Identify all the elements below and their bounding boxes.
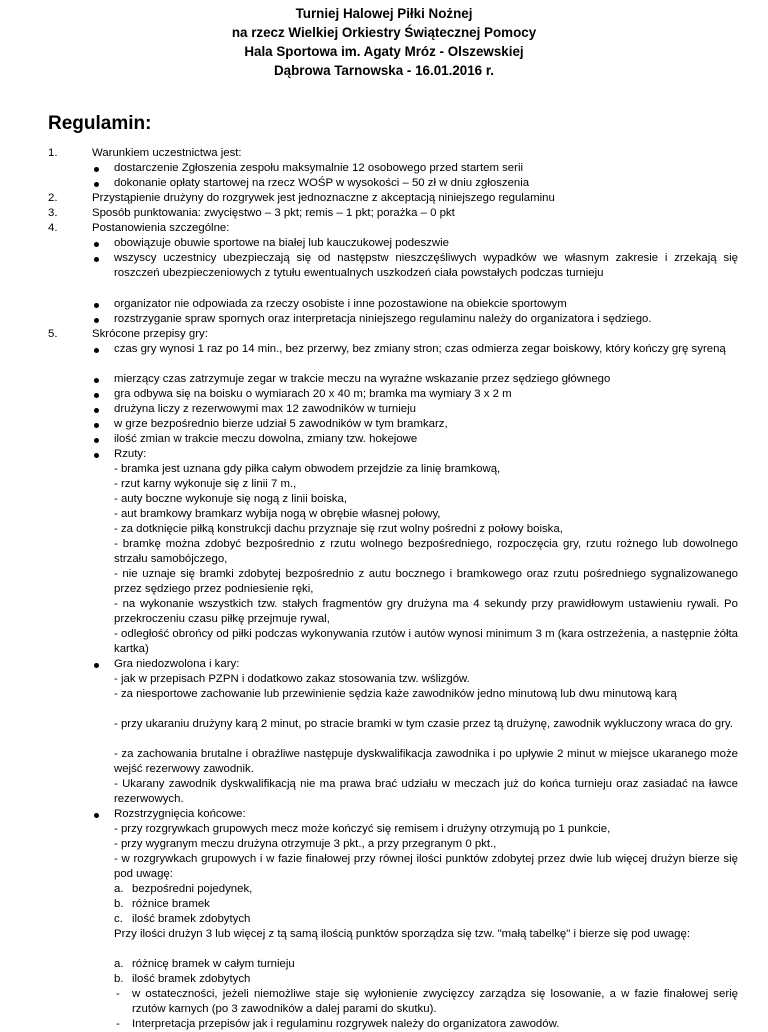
bullet-dot [94, 438, 99, 443]
small-table-b-label: b. [114, 973, 124, 985]
bullet-dot [94, 813, 99, 818]
section-5-item-3: gra odbywa się na boisku o wymiarach 20 x 40 m; bramka ma wymiary 3 x 2 m [114, 388, 512, 400]
section-5-number: 5. [48, 328, 58, 340]
throws-rule-4: - aut bramkowy bramkarz wybija nogą w obrębie własnej połowy, [114, 508, 441, 520]
section-4-item-3: organizator nie odpowiada za rzeczy osobiste i inne pozostawione na obiekcie sportowym [114, 298, 567, 310]
document-header [0, 4, 768, 80]
section-2-number: 2. [48, 192, 58, 204]
section-5-item-4: drużyna liczy z rezerwowymi max 12 zawodników w turnieju [114, 403, 416, 415]
throws-rule-1: - bramka jest uznana gdy piłka całym obwodem przejdzie za linię bramkową, [114, 463, 501, 475]
section-1-heading: Warunkiem uczestnictwa jest: [92, 147, 242, 159]
bullet-dot [94, 378, 99, 383]
bullet-dot [94, 242, 99, 247]
tiebreak-c: ilość bramek zdobytych [132, 913, 251, 925]
section-4-number: 4. [48, 222, 58, 234]
tiebreak-a: bezpośredni pojedynek, [132, 883, 253, 895]
throws-heading: Rzuty: [114, 448, 147, 460]
bullet-dot [94, 303, 99, 308]
bullet-dot [94, 453, 99, 458]
throws-rule-8: - na wykonanie wszystkich tzw. stałych fragmentów gry drużyna ma 4 sekundy przy prawidłowym ustawieniu rywali. Po przekroczeniu czasu piłkę przejmuje rywal, [114, 598, 738, 626]
fouls-rule-3: - przy ukaraniu drużyny karą 2 minut, po stracie bramki w tym czasie przez tą drużynę, zawodnik wykluczony wraca do gry. [114, 718, 733, 730]
fouls-rule-5: - Ukarany zawodnik dyskwalifikacją nie ma prawa brać udziału w meczach już do końca turnieju oraz zasiadać na ławce rezerwowych. [114, 778, 738, 806]
bullet-dot [94, 167, 99, 172]
section-4-item-1: obowiązuje obuwie sportowe na białej lub kauczukowej podeszwie [114, 237, 449, 249]
final-rule-lottery: w ostateczności, jeżeli niemożliwe staje się wyłonienie zwycięzcy zarządza się losowanie, a w fazie finałowej serię rzutów karnych (po 3 zawodników a dalej parami do skutku). [132, 988, 738, 1016]
throws-rule-3: - auty boczne wykonuje się nogą z linii boiska, [114, 493, 348, 505]
small-table-b: ilość bramek zdobytych [132, 973, 251, 985]
results-rule-2: - przy wygranym meczu drużyna otrzymuje 3 pkt., a przy przegranym 0 pkt., [114, 838, 497, 850]
bullet-dot [94, 663, 99, 668]
bullet-dot [94, 348, 99, 353]
section-3-number: 3. [48, 207, 58, 219]
section-5-heading: Skrócone przepisy gry: [92, 328, 208, 340]
tiebreak-a-label: a. [114, 883, 124, 895]
fouls-rule-4: - za zachowania brutalne i obraźliwe następuje dyskwalifikacja zawodnika i po upływie 2 minut w miejsce ukaranego może wejść rezerwowy zawodnik. [114, 748, 738, 776]
bullet-dot [94, 423, 99, 428]
tiebreak-c-label: c. [114, 913, 123, 925]
section-5-item-2: mierzący czas zatrzymuje zegar w trakcie meczu na wyraźne wskazanie przez sędziego głównego [114, 373, 611, 385]
throws-rule-9: - odległość obrońcy od piłki podczas wykonywania rzutów i autów wynosi minimum 3 m (kara ostrzeżenia, a następnie żółta kartka) [114, 628, 738, 656]
bullet-dot [94, 408, 99, 413]
section-5-item-5: w grze bezpośrednio bierze udział 5 zawodników w tym bramkarz, [114, 418, 448, 430]
small-table-a: różnicę bramek w całym turnieju [132, 958, 295, 970]
section-1-number: 1. [48, 147, 58, 159]
bullet-dot [94, 318, 99, 323]
small-table-a-label: a. [114, 958, 124, 970]
document-title: Regulamin: [48, 113, 152, 134]
section-1-item-1: dostarczenie Zgłoszenia zespołu maksymalnie 12 osobowego przed startem serii [114, 162, 524, 174]
tiebreak-b: różnice bramek [132, 898, 210, 910]
final-dash-1: - [116, 988, 120, 1000]
tiebreak-b-label: b. [114, 898, 124, 910]
fouls-heading: Gra niedozwolona i kary: [114, 658, 240, 670]
fouls-rule-1: - jak w przepisach PZPN i dodatkowo zakaz stosowania tzw. wślizgów. [114, 673, 470, 685]
throws-rule-7: - nie uznaje się bramki zdobytej bezpośrednio z autu bocznego i bramkowego oraz rzutu pośredniego sygnalizowanego przez sędziego przez podniesienie ręki, [114, 568, 738, 596]
small-table-rule: Przy ilości drużyn 3 lub więcej z tą samą ilością punktów sporządza się tzw. "małą tabelkę" i bierze się pod uwagę: [114, 928, 690, 940]
section-4-item-4: rozstrzyganie spraw spornych oraz interpretacja niniejszego regulaminu należy do organizatora i sędziego. [114, 313, 652, 325]
final-rule-interpretation: Interpretacja przepisów jak i regulaminu rozgrywek należy do organizatora zawodów. [132, 1018, 560, 1030]
section-5-item-1: czas gry wynosi 1 raz po 14 min., bez przerwy, bez zmiany stron; czas odmierza zegar boiskowy, który kończy grę syreną [114, 343, 726, 355]
section-3-text: Sposób punktowania: zwycięstwo – 3 pkt; remis – 1 pkt; porażka – 0 pkt [92, 207, 455, 219]
results-heading: Rozstrzygnięcia końcowe: [114, 808, 246, 820]
section-5-item-6: ilość zmian w trakcie meczu dowolna, zmiany tzw. hokejowe [114, 433, 418, 445]
throws-rule-5: - za dotknięcie piłką konstrukcji dachu przyznaje się rzut wolny pośredni z połowy boiska, [114, 523, 563, 535]
results-rule-3: - w rozgrywkach grupowych i w fazie finałowej przy równej ilości punktów zdobytej przez dwie lub więcej drużyn bierze się pod uwagę: [114, 853, 738, 881]
header-line-3: Hala Sportowa im. Agaty Mróz - Olszewskiej [244, 44, 524, 59]
bullet-dot [94, 182, 99, 187]
section-4-heading: Postanowienia szczególne: [92, 222, 230, 234]
section-1-item-2: dokonanie opłaty startowej na rzecz WOŚP w wysokości – 50 zł w dniu zgłoszenia [114, 177, 530, 189]
throws-rule-6: - bramkę można zdobyć bezpośrednio z rzutu wolnego bezpośredniego, rozpoczęcia gry, rzutu rożnego lub dowolnego strzału samobójczego, [114, 538, 738, 566]
fouls-rule-2: - za niesportowe zachowanie lub przewinienie sędzia każe zawodników jedno minutową lub dwu minutową karą [114, 688, 677, 700]
header-line-1: Turniej Halowej Piłki Nożnej [295, 6, 473, 21]
final-dash-2: - [116, 1018, 120, 1030]
bullet-dot [94, 393, 99, 398]
header-line-2: na rzecz Wielkiej Orkiestry Świątecznej Pomocy [231, 25, 537, 40]
results-rule-1: - przy rozgrywkach grupowych mecz może kończyć się remisem i drużyny otrzymują po 1 punkcie, [114, 823, 611, 835]
throws-rule-2: - rzut karny wykonuje się z linii 7 m., [114, 478, 297, 490]
section-4-item-2: wszyscy uczestnicy ubezpieczają się od następstw nieszczęśliwych wypadków we własnym zakresie i zrzekają się roszczeń ubezpieczeniowych z tytułu ewentualnych uszkodzeń ciała powstałych podczas turnieju [114, 252, 738, 280]
bullet-dot [94, 257, 99, 262]
section-2-text: Przystąpienie drużyny do rozgrywek jest jednoznaczne z akceptacją niniejszego regulaminu [92, 192, 555, 204]
header-line-4: Dąbrowa Tarnowska - 16.01.2016 r. [273, 63, 495, 78]
